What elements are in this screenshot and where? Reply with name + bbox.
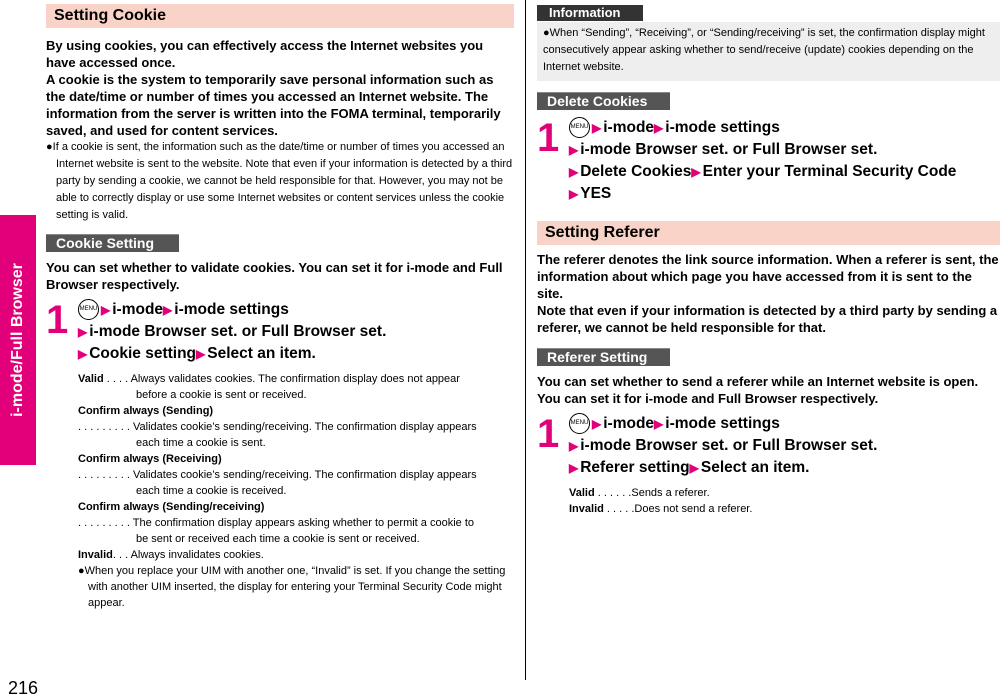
- arrow-icon: ▶: [689, 461, 699, 475]
- arrow-icon: ▶: [654, 417, 664, 431]
- arrow-icon: ▶: [78, 347, 88, 361]
- arrow-icon: ▶: [691, 165, 701, 179]
- step-line-3: [569, 161, 1000, 183]
- subsection-title-referer-setting: Referer Setting: [537, 348, 670, 366]
- intro-paragraph-2: A cookie is the system to temporarily save personal information such as the date/time or number of times you accessed an Internet website. The information from the server is written into the FOMA terminal, temporarily saved, and used for content services.: [46, 72, 501, 138]
- option-valid: [78, 371, 514, 387]
- option-label: Valid: [78, 373, 104, 385]
- step-number: 1: [46, 298, 69, 342]
- step-text: i-mode Browser set. or Full Browser set.: [580, 141, 878, 158]
- delete-step-1: [537, 117, 1000, 205]
- option-invalid: [78, 547, 514, 563]
- option-desc: each time a cookie is received.: [136, 485, 287, 497]
- option-label: Confirm always (Receiving): [78, 453, 222, 465]
- option-desc: . . . . . . . . . The confirmation display appears asking whether to permit a cookie to: [78, 517, 474, 529]
- option-desc: . . . Always invalidates cookies.: [112, 549, 264, 561]
- step-text: i-mode settings: [174, 301, 289, 318]
- column-divider: [525, 0, 526, 680]
- arrow-icon: ▶: [569, 143, 579, 157]
- menu-key-icon: MENU: [569, 413, 590, 434]
- cookie-step-1: [46, 299, 514, 365]
- page-number: 216: [8, 678, 39, 698]
- step-text: i-mode settings: [665, 415, 780, 432]
- step-text: i-mode settings: [665, 119, 780, 136]
- option-invalid: [569, 501, 1000, 517]
- arrow-icon: ▶: [163, 303, 173, 317]
- step-line-3: [569, 457, 1000, 479]
- option-desc: . . . . . . . . . Validates cookie’s sending/receiving. The confirmation display appears: [78, 469, 477, 481]
- side-tab-label: i-mode/Full Browser: [9, 263, 26, 417]
- step-text: Cookie setting: [89, 345, 197, 362]
- menu-key-icon: MENU: [78, 299, 99, 320]
- referer-intro-1: The referer denotes the link source information. When a referer is sent, the information about which page you have accessed from it is sent to the site.: [537, 252, 999, 301]
- step-line-2: [569, 435, 1000, 457]
- option-valid: [569, 485, 1000, 501]
- step-text: YES: [580, 185, 612, 202]
- step-line-1: [569, 413, 1000, 435]
- right-column: [537, 0, 1000, 517]
- step-text: Referer setting: [580, 459, 690, 476]
- step-line-1: [569, 117, 1000, 139]
- step-line-3: [78, 343, 514, 365]
- step-text: i-mode: [603, 119, 655, 136]
- step-text: i-mode Browser set. or Full Browser set.: [580, 437, 878, 454]
- left-column: [46, 0, 514, 611]
- option-desc: . . . . .Does not send a referer.: [603, 503, 753, 515]
- intro-paragraph-1: By using cookies, you can effectively access the Internet websites you have accessed once.: [46, 38, 484, 70]
- option-desc: . . . . Always validates cookies. The confirmation display does not appear: [103, 373, 460, 385]
- step-text: Enter your Terminal Security Code: [702, 163, 957, 180]
- arrow-icon: ▶: [101, 303, 111, 317]
- option-desc: be sent or received each time a cookie is sent or received.: [136, 533, 420, 545]
- referer-setting-intro: You can set whether to send a referer while an Internet website is open. You can set it for i-mode and Full Browser respectively.: [537, 374, 979, 406]
- referer-intro-2: Note that even if your information is detected by a third party by sending a referer, we cannot be held responsible for that.: [537, 303, 998, 335]
- arrow-icon: ▶: [592, 121, 602, 135]
- step-line-2: [78, 321, 514, 343]
- step-text: Select an item.: [700, 459, 810, 476]
- information-box: ●When “Sending”, “Receiving”, or “Sending/receiving” is set, the confirmation display might consecutively appear asking whether to send/receive (update) cookies depending on the Internet website.: [537, 22, 1000, 81]
- step-line-4: [569, 183, 1000, 205]
- referer-options-list: [537, 485, 1000, 517]
- arrow-icon: ▶: [569, 439, 579, 453]
- section-title-setting-referer: Setting Referer: [537, 221, 1000, 245]
- option-label: Invalid: [569, 503, 604, 515]
- arrow-icon: ▶: [196, 347, 206, 361]
- arrow-icon: ▶: [654, 121, 664, 135]
- option-label: Invalid: [78, 549, 113, 561]
- arrow-icon: ▶: [592, 417, 602, 431]
- step-line-1: [78, 299, 514, 321]
- cookie-setting-intro: You can set whether to validate cookies. You can set it for i-mode and Full Browser respectively.: [46, 260, 503, 292]
- subsection-title-cookie-setting: Cookie Setting: [46, 234, 179, 252]
- cookie-options-list: [46, 371, 514, 611]
- arrow-icon: ▶: [569, 165, 579, 179]
- information-title: Information: [537, 5, 643, 21]
- menu-key-icon: MENU: [569, 117, 590, 138]
- step-line-2: [569, 139, 1000, 161]
- step-text: Delete Cookies: [580, 163, 692, 180]
- arrow-icon: ▶: [569, 187, 579, 201]
- arrow-icon: ▶: [569, 461, 579, 475]
- subsection-title-delete-cookies: Delete Cookies: [537, 92, 670, 110]
- option-desc: . . . . . .Sends a referer.: [594, 487, 710, 499]
- section-title-setting-cookie: Setting Cookie: [46, 4, 514, 28]
- step-text: i-mode Browser set. or Full Browser set.: [89, 323, 387, 340]
- step-text: i-mode: [603, 415, 655, 432]
- side-chapter-tab: [0, 215, 36, 465]
- option-desc: each time a cookie is sent.: [136, 437, 266, 449]
- step-number: 1: [537, 412, 560, 456]
- step-text: i-mode: [112, 301, 164, 318]
- option-label: Valid: [569, 487, 595, 499]
- cookie-note: ●If a cookie is sent, the information such as the date/time or number of times you accessed an Internet website is sent to the website. Note that even if your information is detected by a third party by sending a cookie, we cannot be held responsible for that. However, you may not be able to correctly display or use some Internet websites or content services unless the cookie setting is valid.: [46, 141, 513, 221]
- option-label: Confirm always (Sending/receiving): [78, 501, 265, 513]
- step-number: 1: [537, 116, 560, 160]
- option-desc: before a cookie is sent or received.: [136, 389, 307, 401]
- referer-step-1: [537, 413, 1000, 479]
- option-label: Confirm always (Sending): [78, 405, 214, 417]
- arrow-icon: ▶: [78, 325, 88, 339]
- uim-note: ●When you replace your UIM with another one, “Invalid” is set. If you change the setting with another UIM inserted, the display for entering your Terminal Security Code might appear.: [78, 565, 506, 609]
- option-desc: . . . . . . . . . Validates cookie’s sending/receiving. The confirmation display appears: [78, 421, 477, 433]
- step-text: Select an item.: [207, 345, 316, 362]
